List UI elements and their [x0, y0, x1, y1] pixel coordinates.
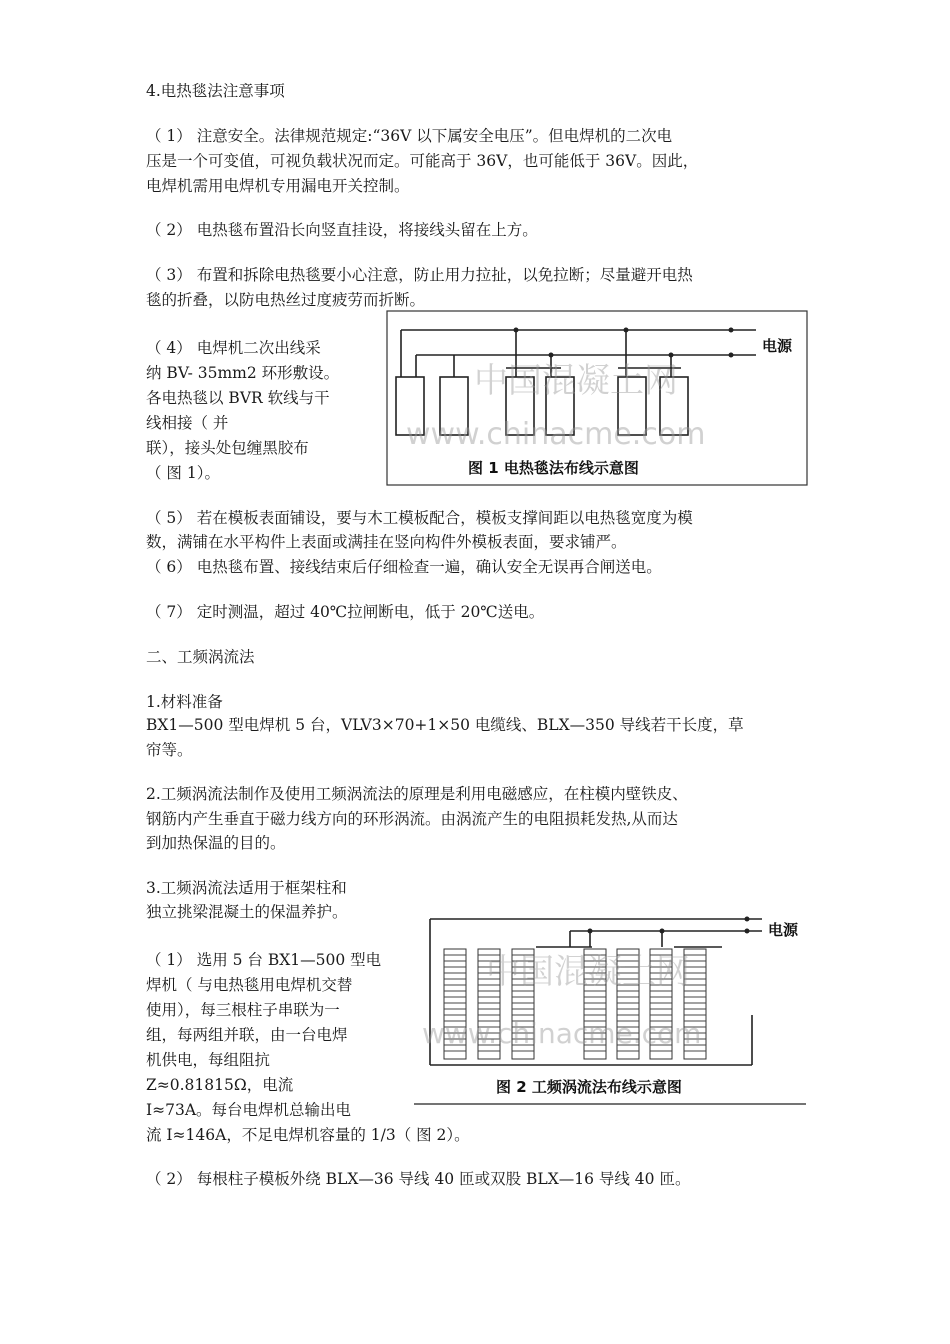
- eddy-item-1-line-6: Z≈0.81815Ω，电流: [146, 1076, 294, 1094]
- item-7: （ 7） 定时测温，超过 40℃拉闸断电，低于 20℃送电。: [146, 603, 545, 621]
- section-heading: 4.电热毯法注意事项: [146, 82, 285, 100]
- item-1-line-1: （ 1） 注意安全。法律规范规定:“36V 以下属安全电压”。但电焊机的二次电: [146, 127, 673, 145]
- eddy-item-1-line-4: 组，每两组并联，由一台电焊: [146, 1026, 348, 1044]
- figure-1-watermark-cn: 中国混凝土网: [474, 361, 678, 401]
- eddy-item-2: （ 2） 每根柱子模板外绕 BLX—36 导线 40 匝或双股 BLX—16 导线 40 匝。: [146, 1170, 691, 1188]
- item-4-line-6: （ 图 1）。: [146, 464, 220, 482]
- item-1-line-2: 压是一个可变值，可视负载状况而定。可能高于 36V，也可能低于 36V。因此，: [146, 152, 699, 170]
- item-3-line-1: （ 3） 布置和拆除电热毯要小心注意，防止用力拉扯，以免拉断；尽量避开电热: [146, 266, 693, 284]
- item-5-line-2: 数，满铺在水平构件上表面或满挂在竖向构件外模板表面，要求铺严。: [146, 533, 627, 551]
- figure-1-power-label: 电源: [762, 337, 793, 355]
- figure-2-watermark-cn: 中国混凝土网: [486, 952, 690, 992]
- item-4-line-4: 线相接（ 并: [146, 414, 229, 432]
- item-1-line-3: 电焊机需用电焊机专用漏电开关控制。: [146, 177, 410, 195]
- figure-2-power-label: 电源: [768, 921, 799, 939]
- item-6: （ 6） 电热毯布置、接线结束后仔细检查一遍，确认安全无误再合闸送电。: [146, 558, 662, 576]
- item-4-line-3: 各电热毯以 BVR 软线与干: [146, 389, 330, 407]
- sub-1-line-1: BX1—500 型电焊机 5 台，VLV3×70+1×50 电缆线、BLX—350 导线若干长度，草: [146, 716, 744, 734]
- eddy-item-1-line-1: （ 1） 选用 5 台 BX1—500 型电: [146, 951, 382, 969]
- sub-1-line-2: 帘等。: [146, 741, 193, 759]
- eddy-item-1-line-7: I≈73A。每台电焊机总输出电: [146, 1101, 352, 1119]
- figure-2-diagram: [412, 905, 808, 1107]
- item-4-line-5: 联），接头处包缠黑胶布: [146, 439, 309, 457]
- figure-1-caption: 图 1 电热毯法布线示意图: [468, 459, 639, 477]
- eddy-item-1-line-8: 流 I≈146A，不足电焊机容量的 1/3（ 图 2）。: [146, 1126, 470, 1144]
- sub-2-line-1: 2.工频涡流法制作及使用工频涡流法的原理是利用电磁感应，在柱模内壁铁皮、: [146, 785, 688, 803]
- item-4-line-1: （ 4） 电焊机二次出线采: [146, 339, 321, 357]
- sub-2-line-2: 钢筋内产生垂直于磁力线方向的环形涡流。由涡流产生的电阻损耗发热,从而达: [146, 810, 678, 828]
- item-2: （ 2） 电热毯布置沿长向竖直挂设，将接线头留在上方。: [146, 221, 538, 239]
- figure-1-diagram: [386, 310, 810, 488]
- figure-1: [386, 310, 810, 488]
- eddy-item-1-line-5: 机供电，每组阻抗: [146, 1051, 271, 1069]
- eddy-item-1-line-3: 使用），每三根柱子串联为一: [146, 1001, 340, 1019]
- figure-1-watermark-url: www.chinacme.com: [406, 417, 706, 452]
- figure-2: [412, 905, 808, 1107]
- figure-2-caption: 图 2 工频涡流法布线示意图: [496, 1078, 682, 1096]
- sub-1-heading: 1.材料准备: [146, 693, 223, 711]
- eddy-item-1-line-2: 焊机（ 与电热毯用电焊机交替: [146, 976, 353, 994]
- sub-2-line-3: 到加热保温的目的。: [146, 834, 286, 852]
- section-2-heading: 二、工频涡流法: [146, 648, 255, 666]
- item-4-line-2: 纳 BV- 35mm2 环形敷设。: [146, 364, 340, 382]
- figure-2-watermark-url: www.chinacme.com: [422, 1017, 702, 1050]
- sub-3-line-2: 独立挑梁混凝土的保温养护。: [146, 903, 348, 921]
- item-3-line-2: 毯的折叠，以防电热丝过度疲劳而折断。: [146, 291, 426, 309]
- item-5-line-1: （ 5） 若在模板表面铺设，要与木工模板配合，模板支撑间距以电热毯宽度为模: [146, 509, 693, 527]
- sub-3-line-1: 3.工频涡流法适用于框架柱和: [146, 879, 347, 897]
